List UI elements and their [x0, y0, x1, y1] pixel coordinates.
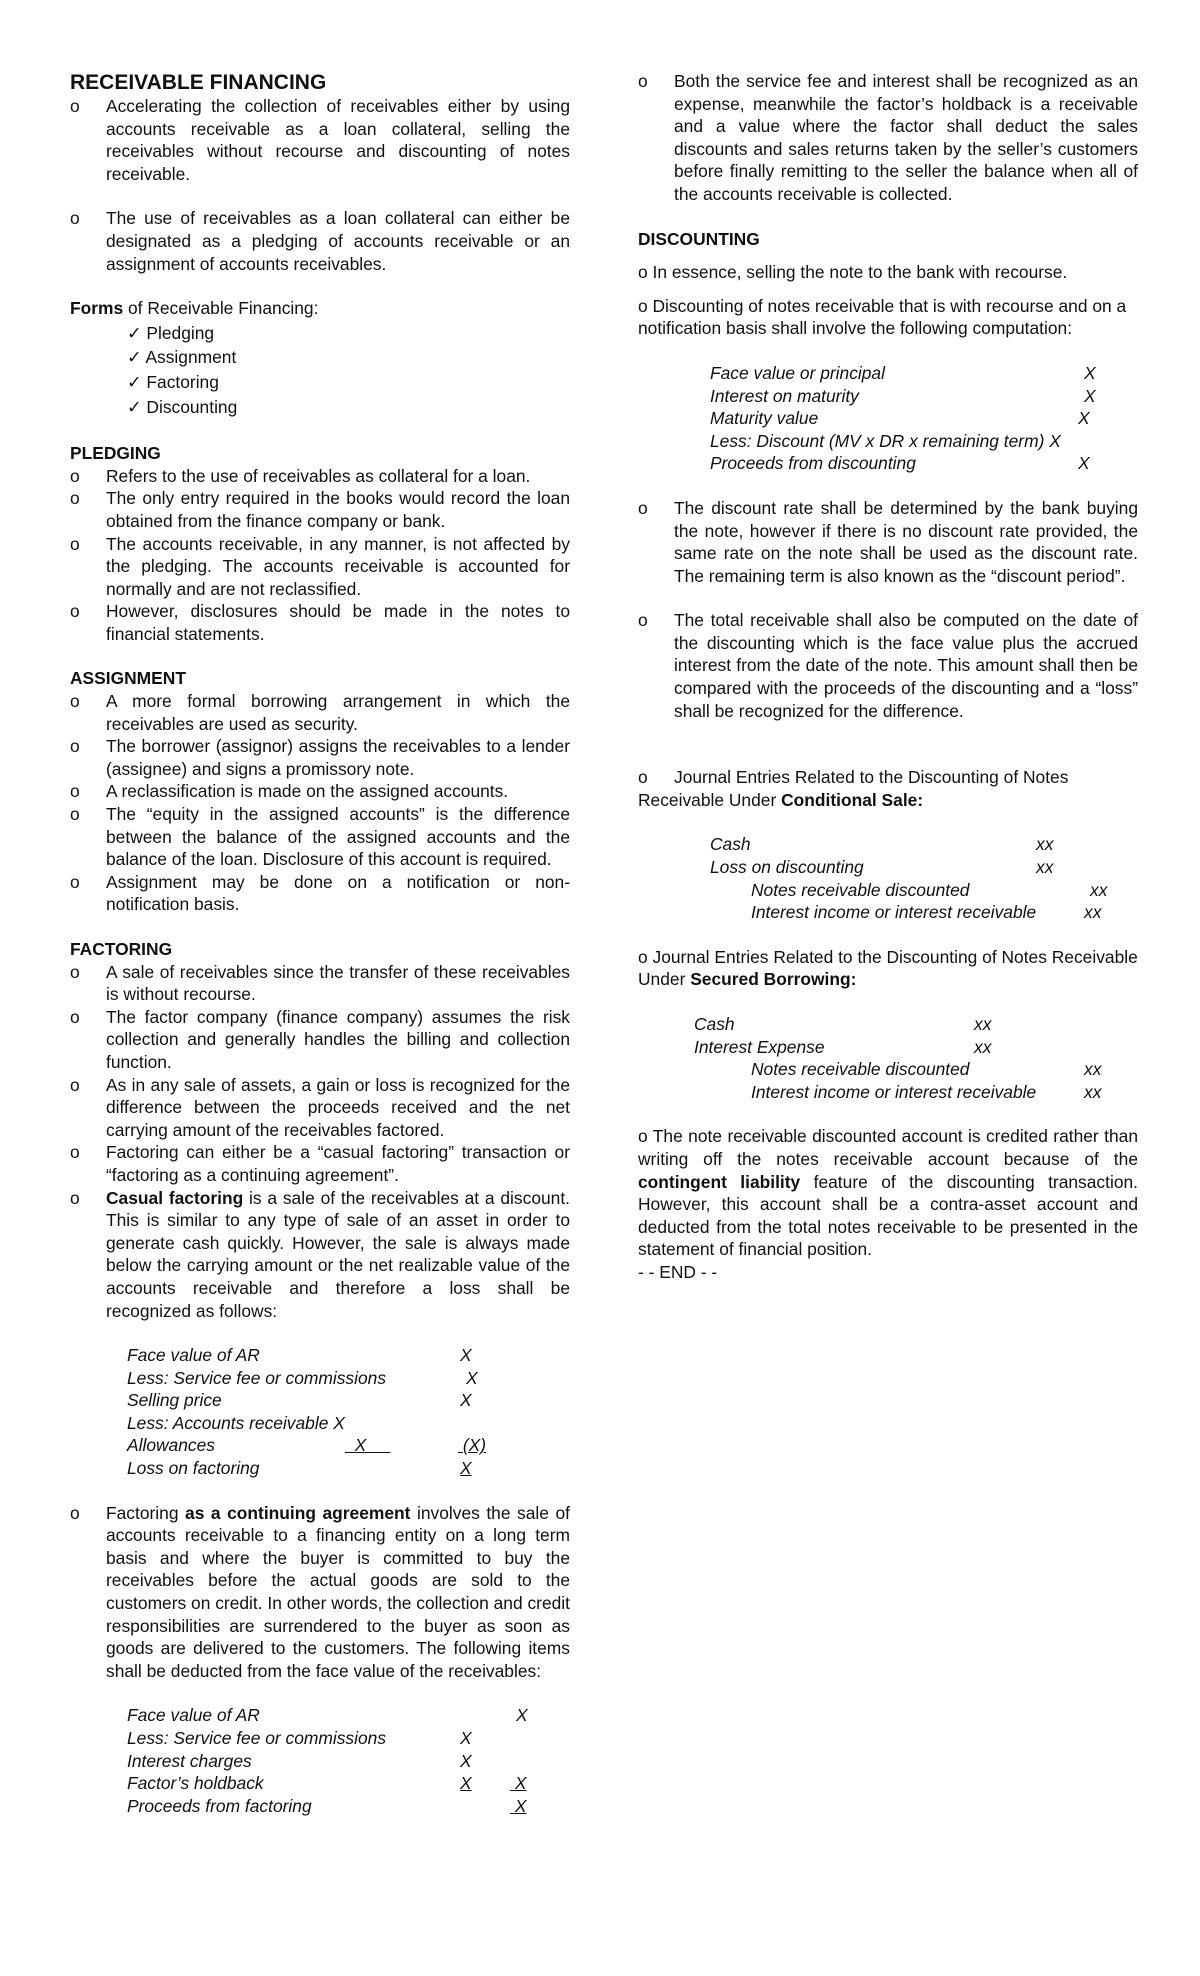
comp-value: X — [514, 1795, 527, 1816]
comp-label: Face value or principal — [710, 362, 885, 383]
discount-rate-bullet: o The discount rate shall be determined by the bank buying the note, however if there is no discount rate provided, the same rate on the note shall be used as the discount rate. The remaining term is also known as the “discount period”. — [638, 497, 1138, 587]
discounting-point-2: o Discounting of notes receivable that is with recourse and on a notification basis shall involve the following computation: — [638, 295, 1127, 339]
entry-account: Notes receivable discounted — [751, 879, 970, 900]
intro-bullet-1: o Accelerating the collection of receivables either by using accounts receivable as a loan collateral, selling the receivables without recourse and discounting of notes receivable. — [70, 95, 570, 185]
casual-factoring-computation — [70, 1344, 570, 1480]
comp-label: Proceeds from discounting — [710, 453, 916, 474]
entry-amount: xx — [1036, 857, 1054, 878]
comp-value: X — [1078, 453, 1090, 474]
entry-account: Cash — [710, 834, 751, 855]
assignment-bullet: o A more formal borrowing arrangement in which the receivables are used as security. — [70, 690, 570, 735]
comp-label: Loss on factoring — [127, 1458, 260, 1479]
entry-amount: xx — [1090, 879, 1108, 900]
entry-account: Notes receivable discounted — [751, 1059, 970, 1080]
comp-label: Face value of AR — [127, 1345, 260, 1366]
entry-amount: xx — [974, 1036, 992, 1057]
fee-holdback-bullet: o Both the service fee and interest shall be recognized as an expense, meanwhile the factor’s holdback is a receivable and a value where the factor shall deduct the sales discounts and sales returns taken by the seller’s customers before finally remitting to the seller the balance when all of the accounts receivable is collected. — [638, 70, 1138, 206]
factoring-bullet: o The factor company (finance company) assumes the risk collection and generally handles the billing and collection function. — [70, 1006, 570, 1074]
continuing-factoring-computation — [70, 1704, 570, 1817]
secured-borrowing-heading: o Journal Entries Related to the Discounting of Notes Receivable Under Secured Borrowing: — [638, 946, 1138, 990]
comp-value: X — [514, 1773, 527, 1794]
comp-label: Less: Accounts receivable X — [127, 1412, 345, 1433]
pledging-heading: PLEDGING — [70, 443, 161, 464]
comp-label: Face value of AR — [127, 1705, 260, 1726]
total-receivable-bullet: o The total receivable shall also be computed on the date of the discounting which is the face value plus the accrued interest from the date of the note. This amount shall then be compared with the proceeds of the discounting and a “loss” shall be recognized for the difference. — [638, 609, 1138, 722]
assignment-heading: ASSIGNMENT — [70, 668, 186, 689]
entry-account: Interest income or interest receivable — [751, 1081, 1037, 1102]
end-marker: - - END - - — [638, 1261, 718, 1282]
factoring-bullet: o As in any sale of assets, a gain or loss is recognized for the difference between the proceeds received and the net carrying amount of the receivables factored. — [70, 1074, 570, 1142]
comp-value: X — [460, 1750, 472, 1771]
factoring-bullet: o Factoring can either be a “casual factoring” transaction or “factoring as a continuing agreement”. — [70, 1141, 570, 1186]
conditional-sale-heading: o Journal Entries Related to the Discounting of Notes Receivable Under Conditional Sale: — [638, 767, 1069, 810]
entry-amount: xx — [974, 1014, 992, 1034]
comp-value: X — [354, 1435, 367, 1456]
entry-amount: xx — [1036, 834, 1054, 855]
page-title: RECEIVABLE FINANCING — [70, 71, 327, 94]
comp-label: Factor’s holdback — [127, 1773, 264, 1794]
comp-value: X — [1084, 385, 1096, 406]
secured-borrowing-entry — [638, 1013, 1138, 1103]
form-item-pledging: ✓ Pledging — [127, 322, 215, 343]
entry-account: Interest Expense — [694, 1036, 825, 1057]
comp-value: (X) — [462, 1435, 487, 1456]
form-item-discounting: ✓ Discounting — [127, 396, 238, 417]
comp-value: X — [460, 1773, 472, 1794]
comp-label: Proceeds from factoring — [127, 1795, 312, 1816]
pledging-bullet: o Refers to the use of receivables as collateral for a loan. — [70, 465, 570, 488]
comp-value: X — [460, 1458, 472, 1479]
entry-account: Loss on discounting — [710, 857, 864, 878]
comp-value: X — [516, 1705, 528, 1726]
comp-label: Selling price — [127, 1390, 222, 1411]
entry-account: Interest income or interest receivable — [751, 902, 1037, 923]
discounting-point-1: o In essence, selling the note to the bank with recourse. — [638, 262, 1068, 283]
comp-label: Interest charges — [127, 1750, 252, 1771]
comp-label: Allowances — [127, 1435, 215, 1456]
factoring-heading: FACTORING — [70, 939, 173, 959]
assignment-bullet: o The “equity in the assigned accounts” is the difference between the balance of the assigned accounts and the balance of the loan. Disclosure of this account is required. — [70, 803, 570, 871]
forms-heading: Forms of Receivable Financing: — [70, 298, 319, 319]
factoring-bullet: o A sale of receivables since the transfer of these receivables is without recourse. — [70, 961, 570, 1006]
comp-label: Less: Service fee or commissions — [127, 1367, 387, 1388]
pledging-bullet: o However, disclosures should be made in the notes to financial statements. — [70, 600, 570, 645]
comp-label: Interest on maturity — [710, 385, 859, 406]
comp-value: X — [460, 1390, 472, 1411]
casual-factoring-bullet: o Casual factoring is a sale of the receivables at a discount. This is similar to any type of sale of an asset in order to generate cash quickly. However, the sale is always made below the carrying amount or the net realizable value of the accounts receivable and therefore a loss shall be recognized as follows: — [70, 1187, 570, 1323]
form-item-factoring: ✓ Factoring — [127, 371, 219, 392]
comp-value: X — [460, 1728, 472, 1748]
entry-amount: xx — [1084, 902, 1102, 923]
continuing-agreement-bullet: o Factoring as a continuing agreement involves the sale of accounts receivable to a financing entity on a long term basis and where the buyer is committed to buy the receivables before the actual goods are sold to the customers on credit. In other words, the collection and credit responsibilities are surrendered to the buyer as soon as goods are delivered to the customers. The following items shall be deducted from the face value of the receivables: — [70, 1502, 570, 1683]
left-column — [70, 70, 570, 1817]
entry-account: Cash — [694, 1014, 735, 1034]
comp-value: X — [460, 1345, 472, 1366]
form-item-assignment: ✓ Assignment — [127, 347, 237, 368]
comp-value: X — [466, 1367, 478, 1388]
comp-label: Less: Discount (MV x DR x remaining term) X — [710, 430, 1061, 451]
pledging-bullet: o The only entry required in the books would record the loan obtained from the finance company or bank. — [70, 487, 570, 532]
discounting-computation — [638, 362, 1138, 475]
pledging-bullet: o The accounts receivable, in any manner, is not affected by the pledging. The accounts receivable is accounted for normally and are not reclassified. — [70, 533, 570, 601]
assignment-bullet: o The borrower (assignor) assigns the receivables to a lender (assignee) and signs a promissory note. — [70, 735, 570, 780]
comp-label: Maturity value — [710, 408, 819, 429]
entry-amount: xx — [1084, 1059, 1102, 1080]
comp-label: Less: Service fee or commissions — [127, 1728, 387, 1748]
right-column — [638, 70, 1138, 1284]
assignment-bullet: o Assignment may be done on a notification or non-notification basis. — [70, 871, 570, 916]
comp-value: X — [1078, 408, 1090, 429]
discounting-heading: DISCOUNTING — [638, 228, 760, 249]
comp-value: X — [1084, 362, 1096, 383]
intro-bullet-2: o The use of receivables as a loan collateral can either be designated as a pledging of accounts receivable or an assignment of accounts receivables. — [70, 207, 570, 275]
contingent-liability-paragraph: o The note receivable discounted account is credited rather than writing off the notes receivable account because of the contingent liability feature of the discounting transaction. However, this account shall be a contra-asset account and deducted from the total notes receivable to be presented in the statement of financial position. — [638, 1126, 1138, 1260]
entry-amount: xx — [1084, 1081, 1102, 1102]
assignment-bullet: o A reclassification is made on the assigned accounts. — [70, 780, 570, 803]
conditional-sale-entry — [638, 833, 1138, 923]
